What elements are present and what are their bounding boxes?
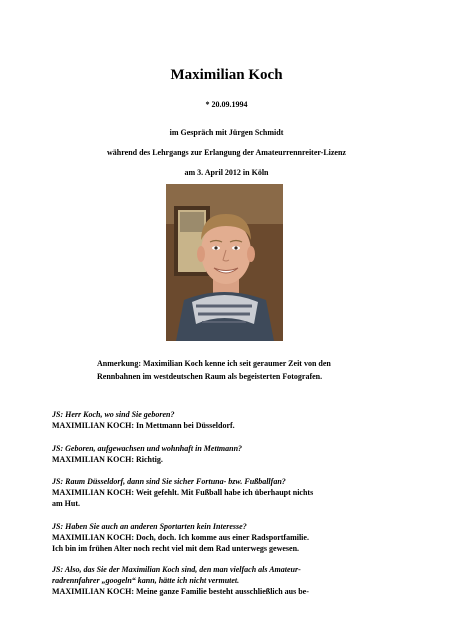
occasion: während des Lehrgangs zur Erlangung der Amateurrennreiter-Lizenz [107, 148, 346, 157]
qa-block [52, 564, 382, 597]
qa-block [52, 476, 382, 509]
birth-date: * 20.09.1994 [205, 100, 248, 109]
answer: MAXIMILIAN KOCH: Doch, doch. Ich komme aus einer Radsportfamilie. [52, 533, 309, 542]
qa-block [52, 409, 382, 431]
answer: MAXIMILIAN KOCH: Weit gefehlt. Mit Fußball habe ich überhaupt nichts [52, 488, 314, 497]
interview-with: im Gespräch mit Jürgen Schmidt [169, 128, 284, 137]
question: JS: Herr Koch, wo sind Sie geboren? [52, 410, 175, 419]
answer: am Hut. [52, 499, 80, 508]
question: JS: Geboren, aufgewachsen und wohnhaft in Mettmann? [52, 444, 243, 453]
page-title: Maximilian Koch [170, 67, 283, 83]
question: JS: Raum Düsseldorf, dann sind Sie sicher Fortuna- bzw. Fußballfan? [52, 477, 286, 486]
answer: MAXIMILIAN KOCH: Meine ganze Familie besteht ausschließlich aus be- [52, 587, 309, 596]
note-line: Rennbahnen im westdeutschen Raum als begeisterten Fotografen. [97, 372, 323, 381]
answer: Ich bin im frühen Alter noch recht viel mit dem Rad unterwegs gewesen. [52, 544, 300, 553]
answer: MAXIMILIAN KOCH: In Mettmann bei Düsseldorf. [52, 421, 235, 430]
answer: MAXIMILIAN KOCH: Richtig. [52, 455, 163, 464]
question: radrennfahrer „googeln“ kann, hätte ich nicht vermutet. [52, 576, 240, 585]
note-line: Anmerkung: Maximilian Koch kenne ich seit geraumer Zeit von den [97, 359, 331, 368]
date-place: am 3. April 2012 in Köln [184, 168, 269, 177]
note [97, 357, 387, 383]
qa-block [52, 521, 382, 554]
qa-block [52, 443, 382, 465]
question: JS: Haben Sie auch an anderen Sportarten kein Interesse? [52, 522, 247, 531]
portrait-photo [166, 184, 283, 341]
question: JS: Also, das Sie der Maximilian Koch sind, den man vielfach als Amateur- [52, 565, 301, 574]
